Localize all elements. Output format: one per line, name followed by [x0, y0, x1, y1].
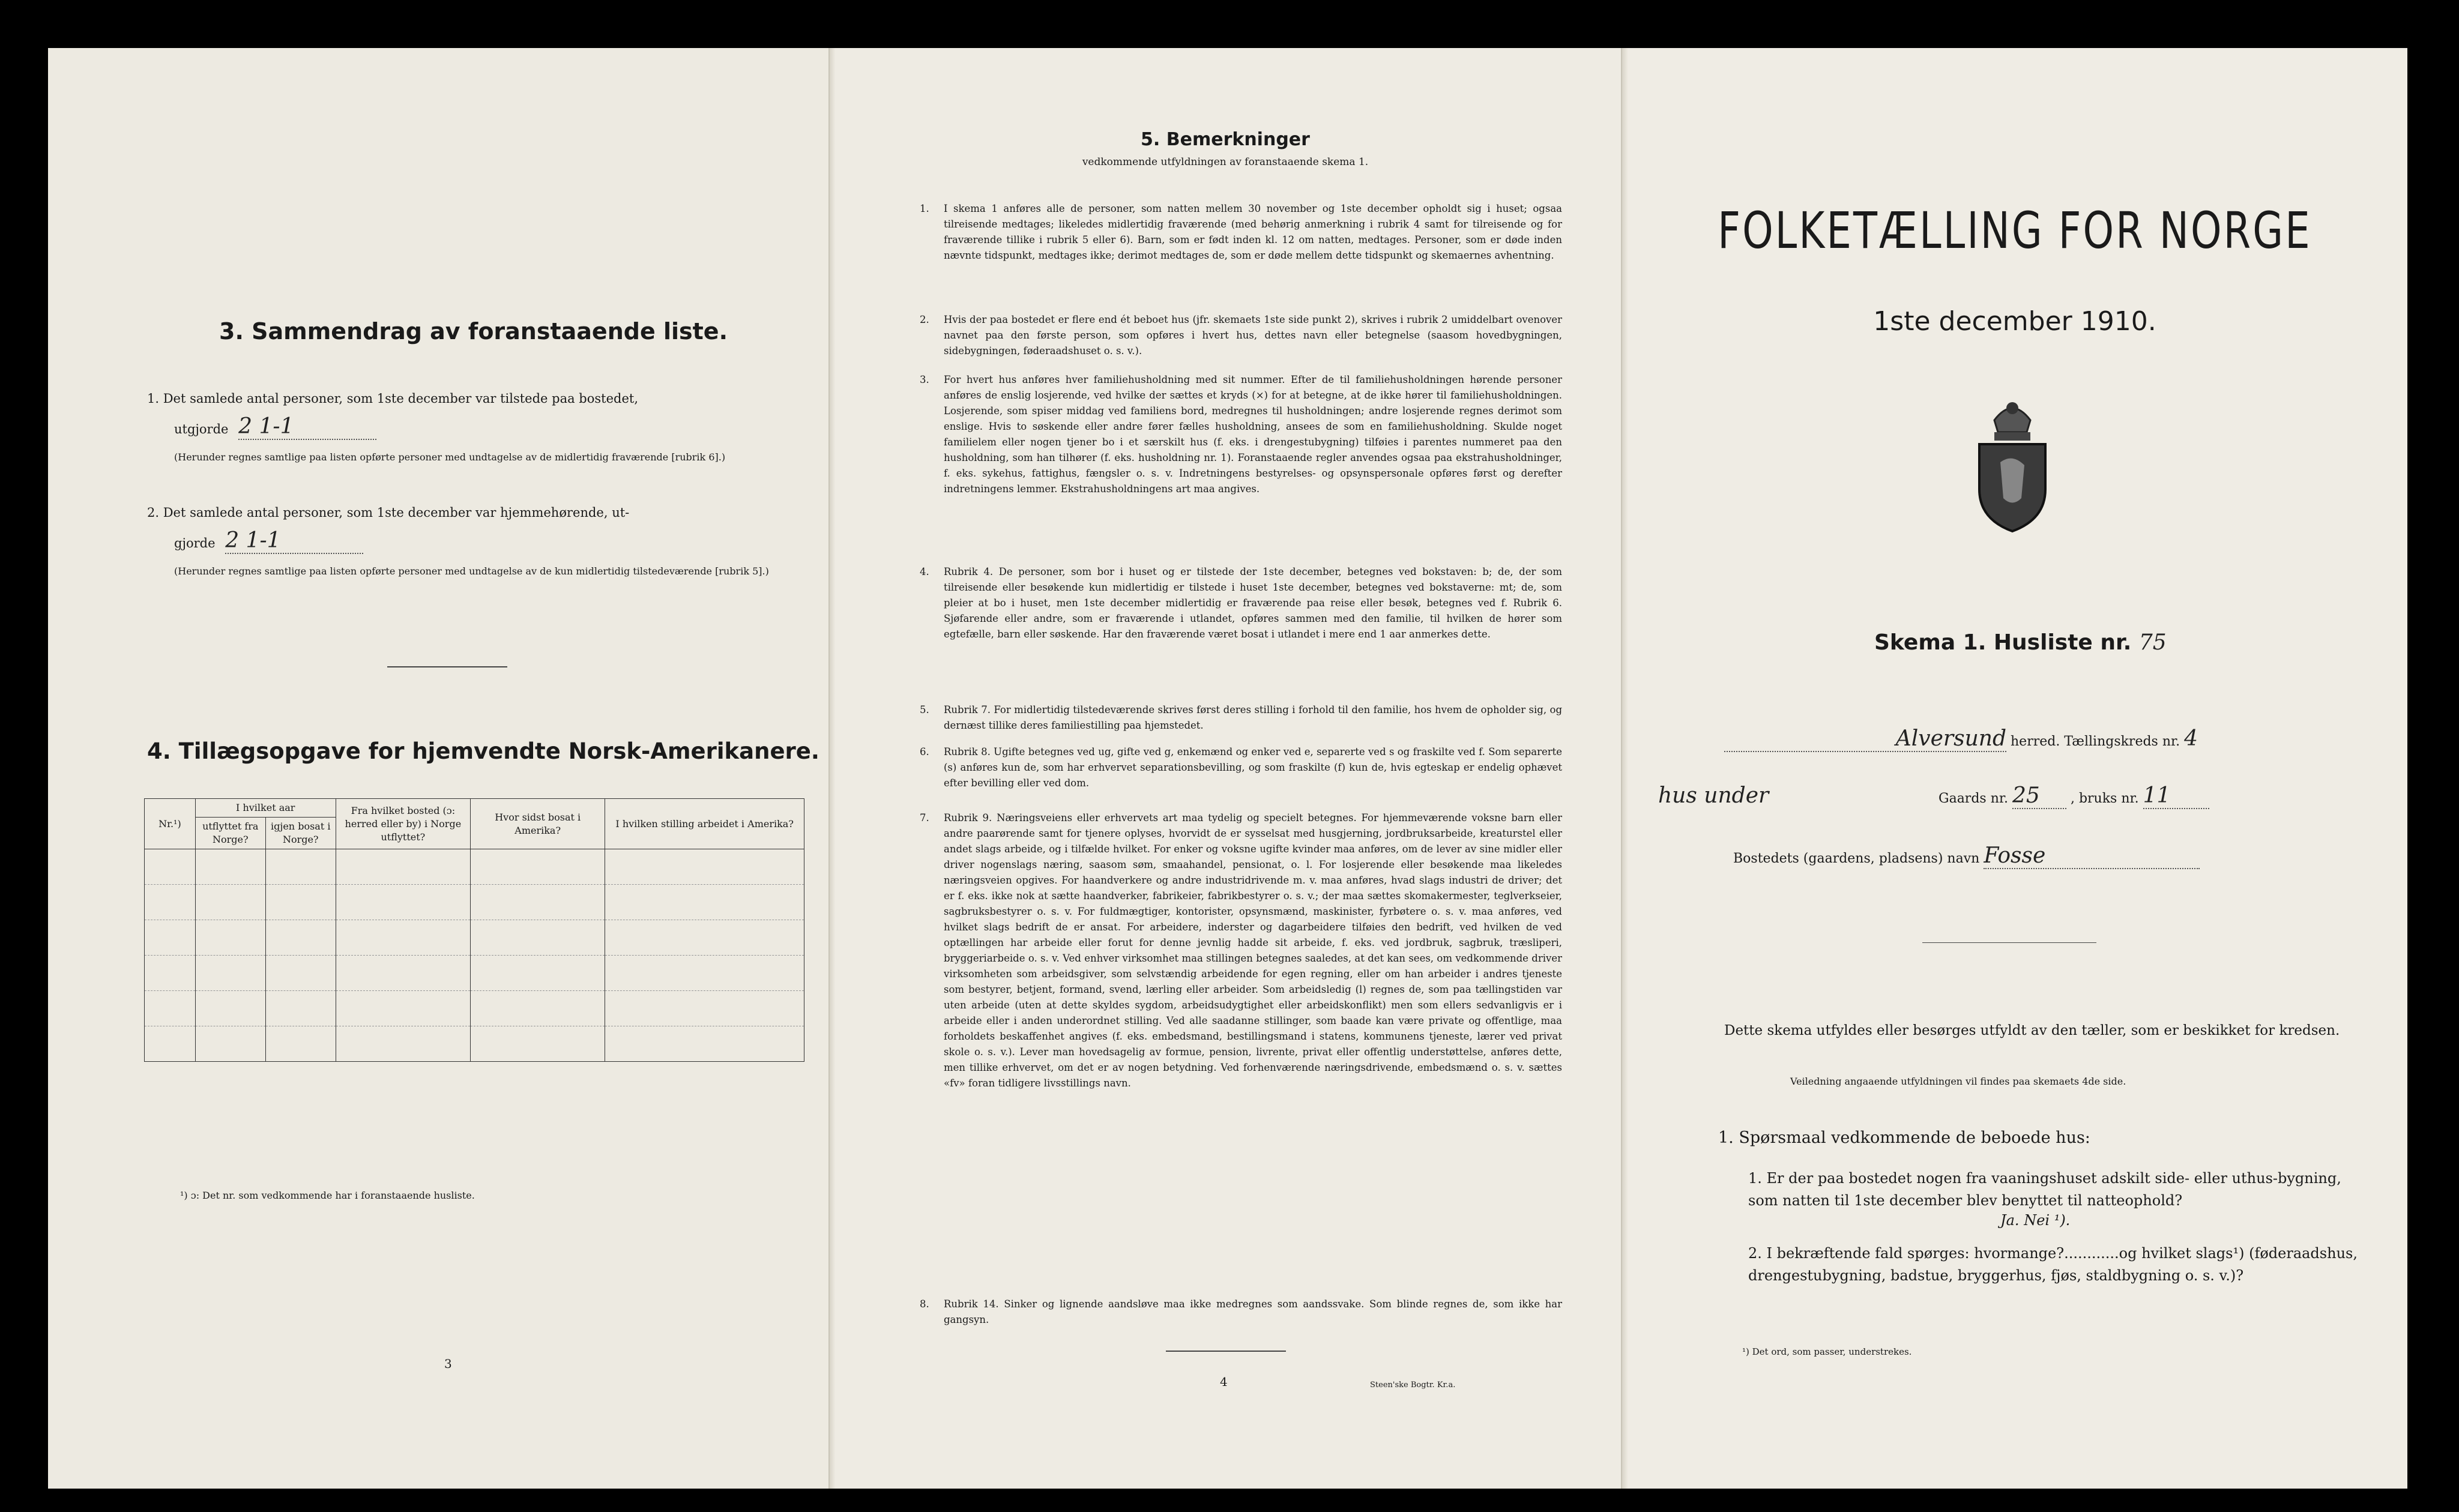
col-stilling: I hvilken stilling arbeidet i Amerika?	[605, 799, 804, 849]
s3-item-1: 1. Det samlede antal personer, som 1ste december var tilstede paa bostedet,	[147, 391, 639, 406]
page-4	[828, 48, 1621, 1489]
bemerkninger-title: 5. Bemerkninger	[1141, 129, 1310, 150]
kreds-value: 4	[2184, 726, 2198, 751]
s3-item-1-note: (Herunder regnes samtlige paa listen opførte personer med undtagelse av de midlertidig fraværende [rubrik 6].)	[174, 451, 726, 463]
bosted-line	[1733, 843, 2394, 869]
census-date: 1ste december 1910.	[1873, 306, 2156, 337]
instruction: Dette skema utfyldes eller besørges utfyldt av den tæller, som er beskikket for kredsen.	[1724, 1023, 2340, 1038]
main-title: FOLKETÆLLING FOR NORGE	[1718, 201, 2312, 260]
husliste-number: 75	[2138, 630, 2167, 655]
bosted-label: Bostedets (gaardens, pladsens) navn	[1733, 851, 1980, 866]
fold-shadow	[830, 48, 836, 1489]
fold-shadow	[1622, 48, 1628, 1489]
gaards-line	[1658, 783, 2379, 809]
col-aar: I hvilket aar	[195, 799, 336, 818]
s3-item-2: 2. Det samlede antal personer, som 1ste december var hjemmehørende, ut-	[147, 505, 630, 520]
divider	[387, 666, 507, 667]
bruks-label: , bruks nr.	[2070, 791, 2139, 806]
herred-label: herred. Tællingskreds nr.	[2011, 734, 2180, 749]
instruction-sub: Veiledning angaaende utfyldningen vil findes paa skemaets 4de side.	[1790, 1076, 2126, 1087]
schema-label: Skema 1. Husliste nr.	[1874, 630, 2132, 655]
gaards-label: Gaards nr.	[1939, 791, 2008, 806]
bruks-value: 11	[2143, 783, 2209, 809]
questions-title: 1. Spørsmaal vedkommende de beboede hus:	[1718, 1128, 2090, 1147]
bemerkninger-subtitle: vedkommende utfyldningen av foranstaaende skema 1.	[1082, 156, 1369, 168]
herred-line	[1724, 726, 2385, 752]
schema-line	[1874, 630, 2167, 655]
section-3-title: 3. Sammendrag av foranstaaende liste.	[219, 318, 728, 345]
table-row	[145, 920, 804, 956]
remark-item: 4. Rubrik 4. De personer, som bor i huset og er tilstede der 1ste december, betegnes ved bokstaven: b; de, der som tilreisende eller besøkende kun midlertidig er tilstede i huset 1ste december, betegnes ved bokstaverne: mt; de, som pleier at bo i huset, men 1ste december midlertidig er fraværende paa reise eller besøk, betegnes ved f. Rubrik 6. Sjøfarende eller andre, som er fraværende i utlandet, opføres sammen med den familie, til hvilken de hører som egtefælle, barn eller søskende. Har den fraværende været bosat i utlandet i mere end 1 aar anmerkes dette.	[920, 566, 1562, 640]
remark-item: 8. Rubrik 14. Sinker og lignende aandsløve maa ikke medregnes som aandssvake. Som blinde regnes de, som ikke har gangsyn.	[920, 1298, 1562, 1325]
col-nr: Nr.¹)	[145, 799, 196, 849]
table-row	[145, 956, 804, 991]
col-bosat: igjen bosat i Norge?	[265, 818, 336, 849]
col-amerika: Hvor sidst bosat i Amerika?	[471, 799, 605, 849]
question-2: 2. I bekræftende fald spørges: hvormange?............og hvilket slags¹) (føderaadshus, drengestubygning, badstue, bryggerhus, fjøs, staldbygning o. s. v.)?	[1748, 1245, 2358, 1284]
s3-item-1-prefix: utgjorde	[174, 422, 229, 436]
remark-item: 2. Hvis der paa bostedet er flere end ét beboet hus (jfr. skemaets 1ste side punkt 2), skrives i rubrik 2 umiddelbart ovenover navnet paa den første person, som opføres i hvert hus, dettes navn eller betegnelse (saasom hovedbygningen, sidebygningen, føderaadshuset o. s. v.).	[920, 314, 1562, 357]
table-row	[145, 991, 804, 1026]
bosted-value: Fosse	[1984, 843, 2200, 869]
s3-item-2-value: 2 1-1	[225, 528, 363, 554]
col-utflyttet: utflyttet fra Norge?	[195, 818, 265, 849]
remark-item: 7. Rubrik 9. Næringsveiens eller erhvervets art maa tydelig og specielt betegnes. For hjemmeværende voksne barn eller andre paarørende samt for tjenere oplyses, hvorvidt de er sysselsat med husgjerning, jordbruksarbeide, kreaturstel eller andet slags arbeide, og i tilfælde hvilket. For enker og voksne ugifte kvinder maa anføres, om de lever av sine midler eller driver nogenslags næring, saasom søm, smaahandel, pensionat, o. l. For losjerende eller besøkende maa likeledes næringsveien opgives. For haandverkere og andre industridrivende m. v. maa anføres, hvad slags industri de driver; det er f. eks. ikke nok at sætte haandverker, fabrikeier, fabrikbestyrer o. s. v.; der maa sættes skomakermester, teglverkseier, sagbruksbestyrer o. s. v. For fuldmægtiger, kontorister, opsynsmænd, maskinister, fyrbøtere o. s. v. maa anføres, ved hvilket slags bedrift de er ansat. For arbeidere, inderster og dagarbeidere tilføies den bedrift, ved hvilken de ved optællingen har arbeide eller forut for denne jevnlig hadde sit arbeide, f. eks. ved jordbruk, sagbruk, træsliperi, bryggeriarbeide o. s. v. Ved enhver virksomhet maa stillingen betegnes saaledes, at det kan sees, om vedkommende driver virksomheten som arbeidsgiver, som selvstændig arbeidende for egen regning, eller om han arbeider i andres tjeneste som bestyrer, betjent, formand, svend, lærling eller arbeider. Som arbeidsledig (l) regnes de, som paa tællingstiden var uten arbeide (uten at dette skyldes sygdom, arbeidsudygtighet eller arbeidskonflikt) men som ellers sedvanligvis er i arbeide eller i anden underordnet stilling. Ved alle saadanne stillinger, som baade kan være private og offentlige, maa forholdets beskaffenhet angives (f. eks. embedsmand, bestillingsmand i statens, kommunens tjeneste, lærer ved privat skole o. s. v.). Lever man hovedsagelig av formue, pension, livrente, privat eller offentlig understøttelse, anføres dette, men tillike erhvervet, om det er av nogen betydning. Ved forhenværende næringsdrivende, embedsmænd o. s. v. sættes «fv» foran tidligere livsstillings navn.	[920, 812, 1562, 1089]
col-bosted: Fra hvilket bosted (ɔ: herred eller by) i Norge utflyttet?	[336, 799, 470, 849]
divider	[1166, 1351, 1286, 1352]
page-number: 3	[444, 1357, 452, 1371]
section-4-title: 4. Tillægsopgave for hjemvendte Norsk-Amerikanere.	[147, 738, 819, 764]
herred-field: Alversund	[1724, 726, 2006, 752]
hus-under-note: hus under	[1658, 783, 1769, 808]
remark-item: 3. For hvert hus anføres hver familiehusholdning med sit nummer. Efter de til familiehusholdningen hørende personer anføres de enslig losjerende, ved hvilke der sættes et kryds (×) for at betegne, at de ikke hører til familiehusholdningen. Losjerende, som spiser middag ved familiens bord, medregnes til husholdningen; andre losjerende regnes derimot som enslige. Hvis to søskende eller andre fører fælles husholdning, ansees de som en familiehusholdning. Skulde noget familielem eller nogen tjener bo i et særskilt hus (f. eks. i drengestubygning) tilføies i parentes nummeret paa den husholdning, som han tilhører (f. eks. husholdning nr. 1). Foranstaaende regler anvendes ogsaa paa ekstrahusholdninger, f. eks. sykehus, fattighus, fængsler o. s. v. Indretningens bestyrelses- og opsynspersonale opføres først og derefter indretningens lemmer. Ekstrahusholdningens art maa angives.	[920, 374, 1562, 495]
table-row	[145, 849, 804, 885]
s3-item-1-answer	[174, 414, 376, 440]
gaards-value: 25	[2012, 783, 2066, 809]
norsk-amerikanere-table	[144, 798, 804, 1062]
norwegian-coat-of-arms-icon	[1964, 384, 2060, 534]
s3-item-2-answer	[174, 528, 363, 554]
table-row	[145, 885, 804, 920]
s3-item-1-value: 2 1-1	[238, 414, 376, 440]
remark-item: 6. Rubrik 8. Ugifte betegnes ved ug, gifte ved g, enkemænd og enker ved e, separerte ved s og fraskilte ved f. Som separerte (s) anføres kun de, som har erhvervet separationsbevilling, og som fraskilte (f) kun de, hvis egteskap er endelig ophævet efter bevilling eller ved dom.	[920, 746, 1562, 789]
table-footnote: ¹) ɔ: Det nr. som vedkommende har i foranstaaende husliste.	[180, 1190, 475, 1201]
table-row	[145, 1026, 804, 1062]
question-1: 1. Er der paa bostedet nogen fra vaaningshuset adskilt side- eller uthus-bygning, som natten til 1ste december blev benyttet til natteophold?	[1748, 1170, 2341, 1209]
s3-item-2-note: (Herunder regnes samtlige paa listen opførte personer med undtagelse av de kun midlertidig tilstedeværende [rubrik 5].)	[174, 565, 769, 577]
page-1	[1621, 48, 2407, 1489]
page-3	[48, 48, 828, 1489]
footnote: ¹) Det ord, som passer, understrekes.	[1742, 1346, 1912, 1357]
remark-item: 1. I skema 1 anføres alle de personer, som natten mellem 30 november og 1ste december opholdt sig i huset; ogsaa tilreisende medtages; likeledes midlertidig fraværende (med behørig anmerkning i rubrik 4 samt for tilreisende og for fraværende tillike i rubrik 5 eller 6). Barn, som er født inden kl. 12 om natten, medtages. Personer, som er døde inden nævnte tidspunkt, medtages ikke; derimot medtages de, som er døde mellem dette tidspunkt og skemaernes avhentning.	[920, 203, 1562, 261]
divider	[1922, 942, 2096, 943]
question-1-answer: Ja. Nei ¹).	[2000, 1212, 2071, 1229]
page-number: 4	[1220, 1375, 1228, 1389]
remark-item: 5. Rubrik 7. For midlertidig tilstedeværende skrives først deres stilling i forhold til den familie, hos hvem de opholder sig, og dernæst tillike deres familiestilling paa hjemstedet.	[920, 704, 1562, 731]
printer-mark: Steen'ske Bogtr. Kr.a.	[1370, 1381, 1456, 1390]
s3-item-2-prefix: gjorde	[174, 536, 216, 550]
